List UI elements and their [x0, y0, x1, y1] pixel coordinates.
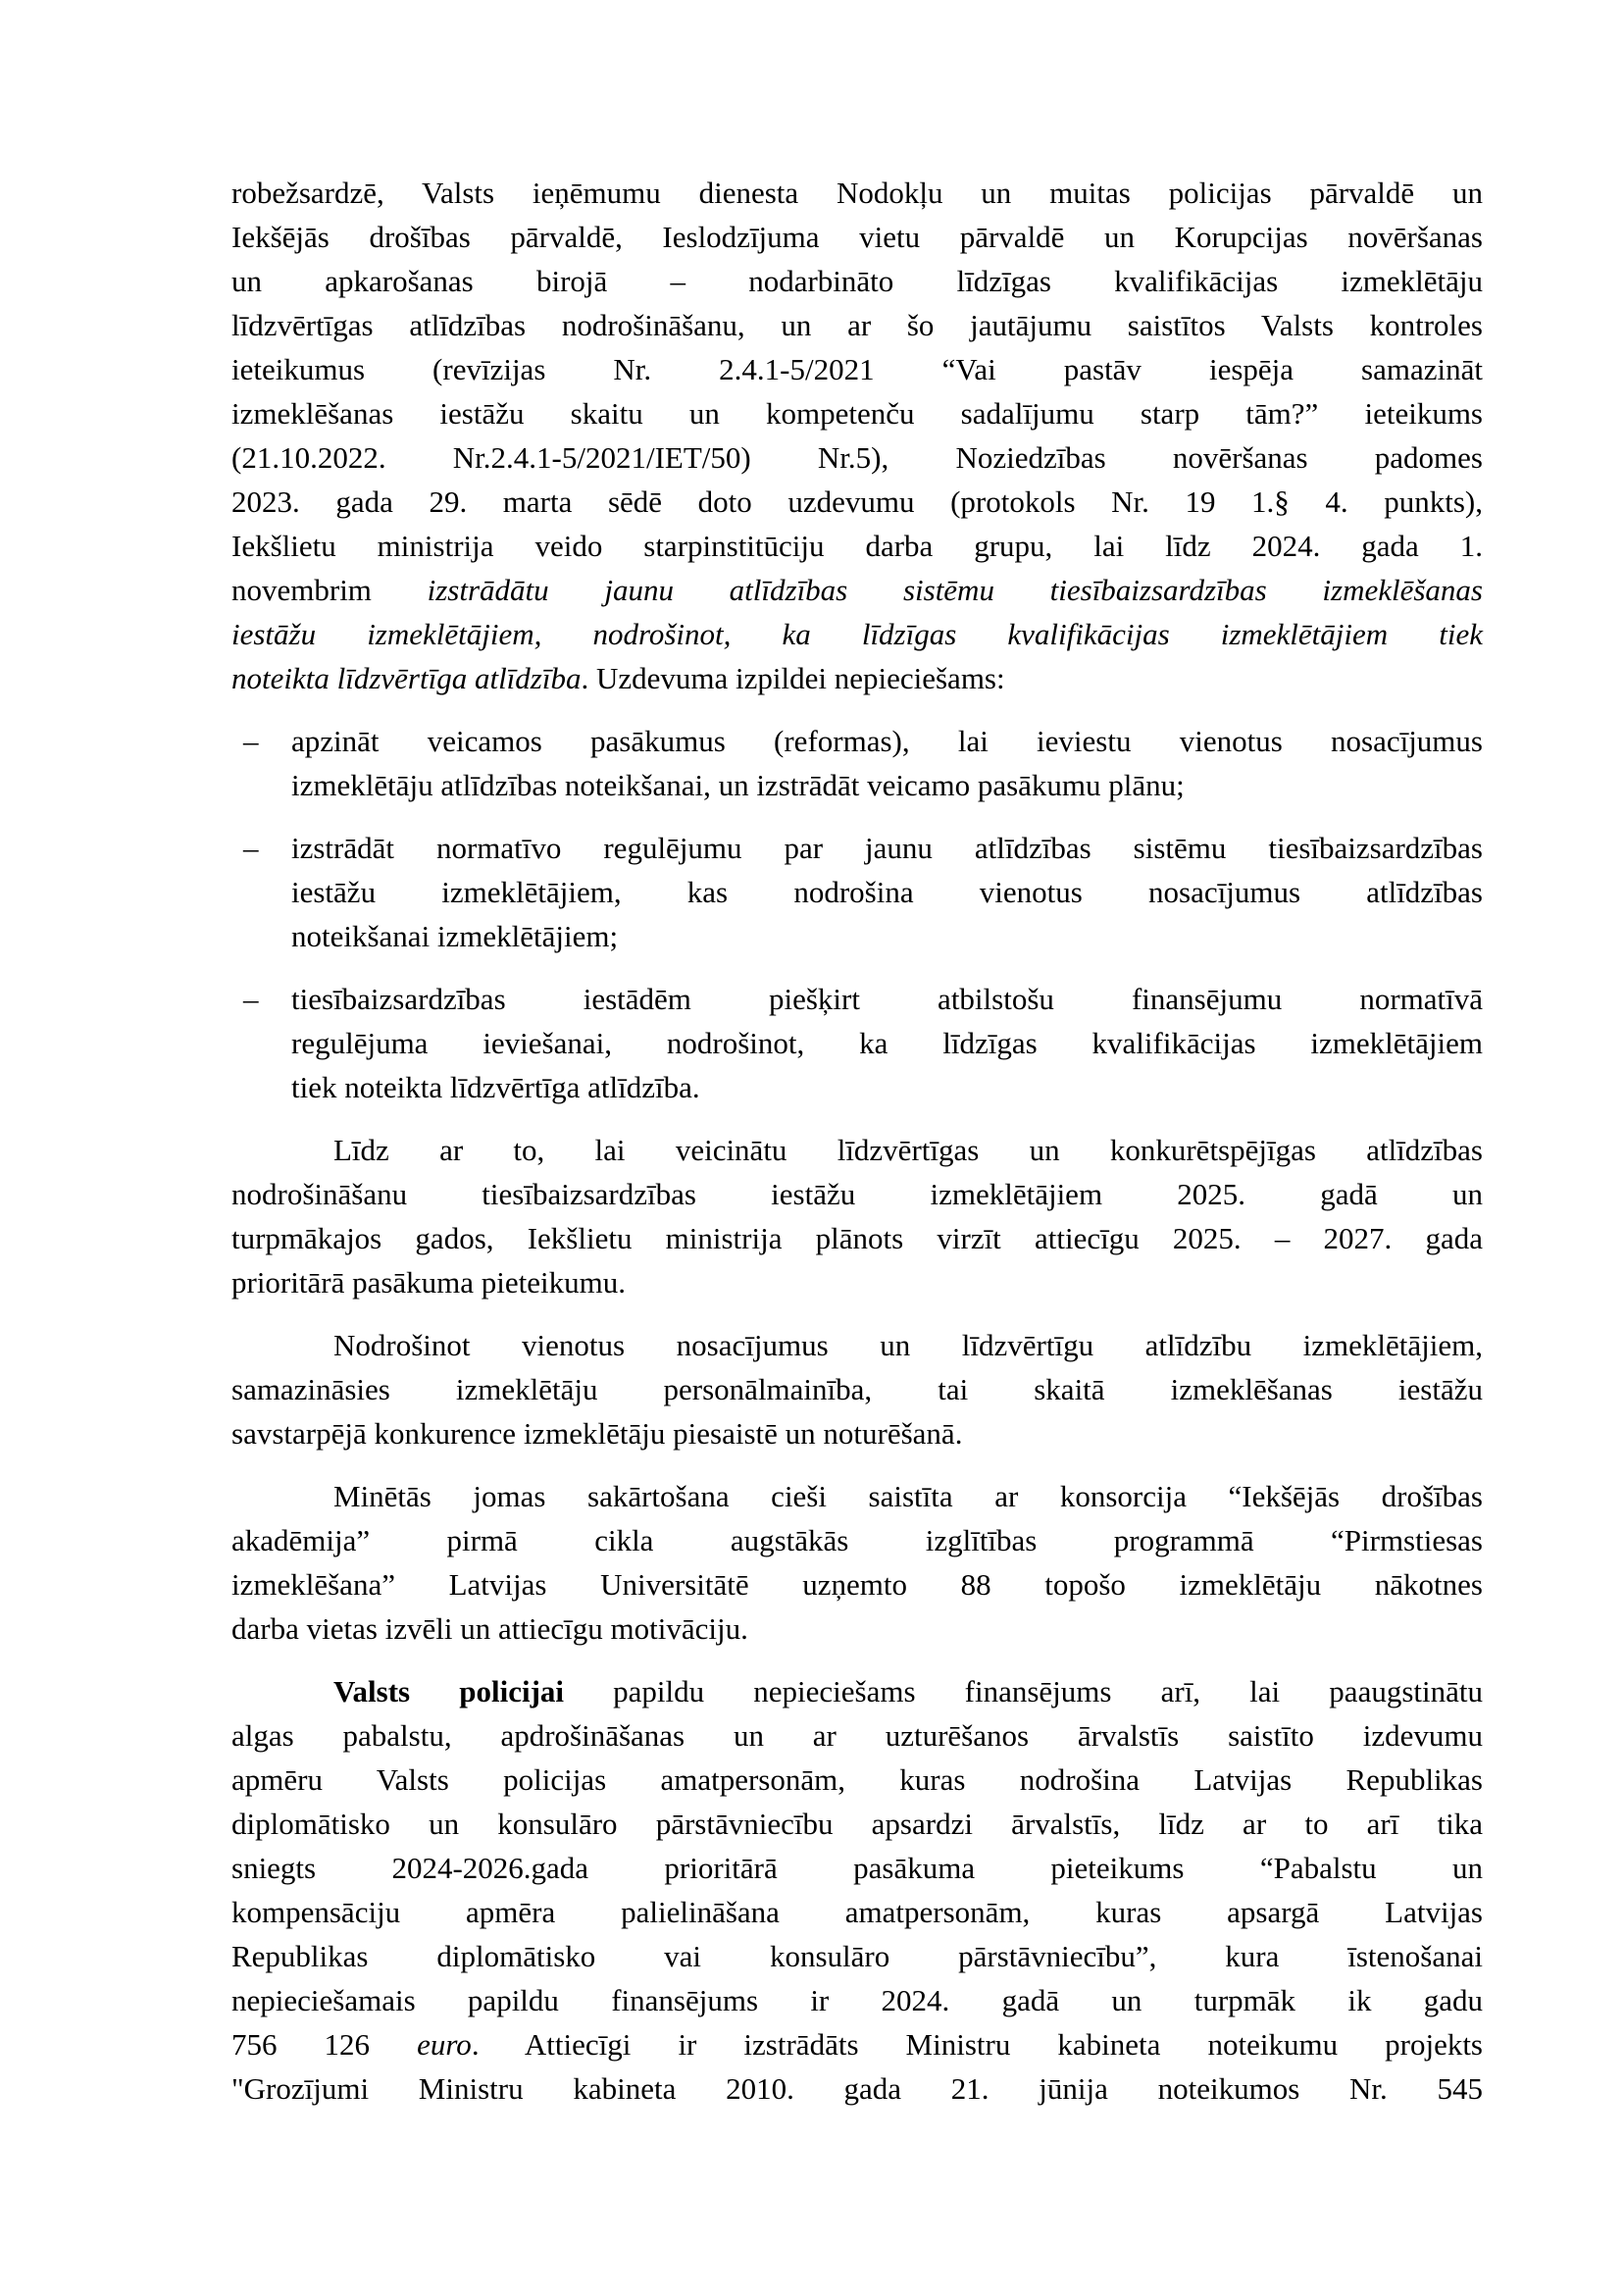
paragraph — [231, 171, 1483, 700]
text-line: "Grozījumi Ministru kabineta 2010. gada 21. jūnija noteikumos Nr. 545 — [231, 2071, 1483, 2106]
text-line: Iekšējās drošības pārvaldē, Ieslodzījuma vietu pārvaldē un Korupcijas novēršanas — [231, 220, 1483, 254]
text-line: samazināsies izmeklētāju personālmainība, tai skaitā izmeklēšanas iestāžu — [231, 1372, 1483, 1406]
text-line: izmeklētāju atlīdzības noteikšanai, un izstrādāt veicamo pasākumu plānu; — [291, 768, 1185, 802]
text-line: Iekšlietu ministrija veido starpinstitūciju darba grupu, lai līdz 2024. gada 1. — [231, 529, 1483, 563]
text-line: regulējuma ieviešanai, nodrošinot, ka līdzīgas kvalifikācijas izmeklētājiem — [291, 1026, 1483, 1060]
document-page — [231, 171, 1483, 2129]
text-line: 2023. gada 29. marta sēdē doto uzdevumu (protokols Nr. 19 1.§ 4. punkts), — [231, 484, 1483, 519]
italic-text: iestāžu izmeklētājiem, nodrošinot, ka līdzīgas kvalifikācijas izmeklētājiem tiek — [231, 617, 1483, 651]
text-line — [231, 1669, 1483, 1713]
text-line: (21.10.2022. Nr.2.4.1-5/2021/IET/50) Nr.5), Noziedzības novēršanas padomes — [231, 440, 1483, 475]
text-segment: papildu nepieciešams finansējums arī, lai paaugstinātu — [564, 1674, 1483, 1708]
text-line: darba vietas izvēli un attiecīgu motivāciju. — [231, 1611, 748, 1646]
text-line: turpmākajos gados, Iekšlietu ministrija plānots virzīt attiecīgu 2025. – 2027. gada — [231, 1221, 1483, 1255]
text-line: sniegts 2024-2026.gada prioritārā pasākuma pieteikums “Pabalstu un — [231, 1851, 1483, 1885]
bullet-item — [231, 719, 1483, 807]
text-line: akadēmija” pirmā cikla augstākās izglītības programmā “Pirmstiesas — [231, 1523, 1483, 1557]
text-line: tiesībaizsardzības iestādēm piešķirt atbilstošu finansējumu normatīvā — [291, 982, 1483, 1016]
bullet-item — [231, 977, 1483, 1109]
text-line: tiek noteikta līdzvērtīga atlīdzība. — [291, 1070, 700, 1104]
text-segment: . Uzdevuma izpildei nepieciešams: — [581, 661, 1005, 695]
text-line: apzināt veicamos pasākumus (reformas), lai ieviestu vienotus nosacījumus — [291, 724, 1483, 758]
italic-text: euro — [417, 2027, 472, 2062]
text-line: robežsardzē, Valsts ieņēmumu dienesta Nodokļu un muitas policijas pārvaldē un — [231, 176, 1483, 210]
text-line: līdzvērtīgas atlīdzības nodrošināšanu, un ar šo jautājumu saistītos Valsts kontroles — [231, 308, 1483, 342]
text-line: ieteikumus (revīzijas Nr. 2.4.1-5/2021 “Vai pastāv iespēja samazināt — [231, 352, 1483, 386]
bullet-dash: – — [243, 724, 259, 758]
text-line: noteikšanai izmeklētājiem; — [291, 919, 619, 953]
paragraph — [231, 1323, 1483, 1455]
text-line: izmeklēšanas iestāžu skaitu un kompetenču sadalījumu starp tām?” ieteikums — [231, 396, 1483, 431]
text-line: Nodrošinot vienotus nosacījumus un līdzvērtīgu atlīdzību izmeklētājiem, — [333, 1328, 1483, 1362]
text-line: kompensāciju apmēra palielināšana amatpersonām, kuras apsargā Latvijas — [231, 1895, 1483, 1929]
bullet-dash: – — [243, 982, 259, 1016]
text-line — [231, 612, 1483, 656]
bold-text: Valsts policijai — [333, 1674, 565, 1708]
text-line: apmēru Valsts policijas amatpersonām, kuras nodrošina Latvijas Republikas — [231, 1762, 1483, 1797]
italic-text: izstrādātu jaunu atlīdzības sistēmu tiesībaizsardzības izmeklēšanas — [427, 573, 1483, 607]
paragraph — [231, 1669, 1483, 2111]
text-line: algas pabalstu, apdrošināšanas un ar uzturēšanos ārvalstīs saistīto izdevumu — [231, 1718, 1483, 1753]
text-line — [231, 568, 1483, 612]
text-segment: 756 126 — [231, 2027, 418, 2062]
bullet-dash: – — [243, 831, 259, 865]
text-line: iestāžu izmeklētājiem, kas nodrošina vienotus nosacījumus atlīdzības — [291, 875, 1483, 909]
italic-text: noteikta līdzvērtīga atlīdzība — [231, 661, 582, 695]
paragraph — [231, 1128, 1483, 1304]
text-line: izstrādāt normatīvo regulējumu par jaunu atlīdzības sistēmu tiesībaizsardzības — [291, 831, 1483, 865]
text-line: prioritārā pasākuma pieteikumu. — [231, 1265, 627, 1300]
text-line: savstarpējā konkurence izmeklētāju piesaistē un noturēšanā. — [231, 1416, 963, 1451]
text-line — [231, 656, 1483, 700]
paragraph — [231, 1474, 1483, 1651]
bullet-item — [231, 826, 1483, 958]
text-line: Minētās jomas sakārtošana cieši saistīta ar konsorcija “Iekšējās drošības — [333, 1479, 1483, 1513]
text-segment: novembrim — [231, 573, 428, 607]
text-segment: . Attiecīgi ir izstrādāts Ministru kabineta noteikumu projekts — [471, 2027, 1484, 2062]
text-line: Republikas diplomātisko vai konsulāro pārstāvniecību”, kura īstenošanai — [231, 1939, 1483, 1973]
text-line: Līdz ar to, lai veicinātu līdzvērtīgas un konkurētspējīgas atlīdzības — [333, 1133, 1483, 1167]
text-line — [231, 2022, 1483, 2066]
text-line: nodrošināšanu tiesībaizsardzības iestāžu izmeklētājiem 2025. gadā un — [231, 1177, 1483, 1211]
text-line: izmeklēšana” Latvijas Universitātē uzņemto 88 topošo izmeklētāju nākotnes — [231, 1567, 1483, 1602]
text-line: un apkarošanas birojā – nodarbināto līdzīgas kvalifikācijas izmeklētāju — [231, 264, 1483, 298]
text-line: nepieciešamais papildu finansējums ir 2024. gadā un turpmāk ik gadu — [231, 1983, 1483, 2017]
text-line: diplomātisko un konsulāro pārstāvniecību apsardzi ārvalstīs, līdz ar to arī tika — [231, 1807, 1483, 1841]
